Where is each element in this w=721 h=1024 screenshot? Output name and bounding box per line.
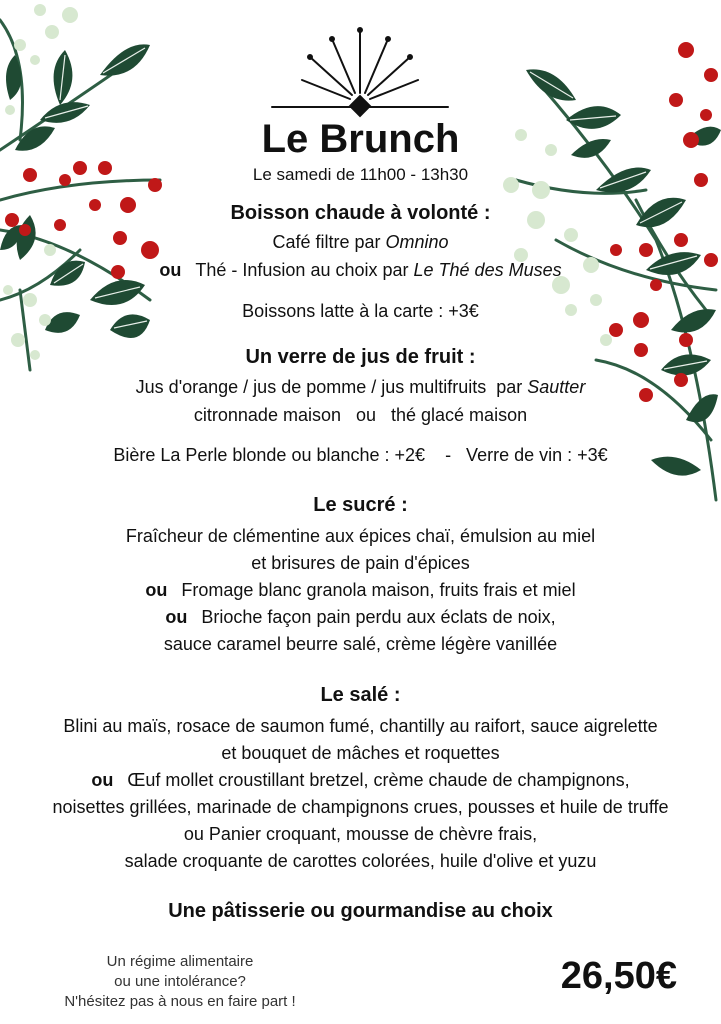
left-branch-decoration [0,0,190,390]
hot-drinks-line-1: Café filtre par Omnino [272,232,449,252]
sweet-line-1: Fraîcheur de clémentine aux épices chaï, émulsion au miel [125,526,596,546]
sweet-heading: Le sucré : [313,494,408,516]
juice-heading: Un verre de jus de fruit : [245,346,476,368]
savory-line-5: ou Panier croquant, mousse de chèvre frais, [183,824,538,844]
sweet-line-4: ou Brioche façon pain perdu aux éclats de noix, [165,607,556,627]
dietary-note-line-1: Un régime alimentaire [106,953,254,970]
savory-line-6: salade croquante de carottes colorées, huile d'olive et yuzu [124,851,597,871]
page-title: Le Brunch [261,117,460,161]
dietary-note-line-3: N'hésitez pas à nous en faire part ! [64,993,296,1010]
savory-line-3: ou Œuf mollet croustillant bretzel, crème chaude de champignons, [91,770,630,790]
dessert-heading: Une pâtisserie ou gourmandise au choix [168,900,553,922]
savory-line-2: et bouquet de mâches et roquettes [221,743,500,763]
dietary-note [25,952,335,1012]
savory-heading: Le salé : [320,684,401,706]
dietary-note-line-2: ou une intolérance? [114,973,246,990]
sun-emblem [270,25,450,120]
juice-line-2: citronnade maison ou thé glacé maison [193,405,528,425]
savory-line-4: noisettes grillées, marinade de champignons crues, pousses et huile de truffe [52,797,669,817]
sweet-line-2: et brisures de pain d'épices [251,553,470,573]
juice-line-1: Jus d'orange / jus de pomme / jus multifruits par Sautter [135,377,586,397]
sweet-line-5: sauce caramel beurre salé, crème légère vanillée [163,634,558,654]
hot-drinks-line-2: ou Thé - Infusion au choix par Le Thé des Muses [159,260,562,280]
sweet-line-3: ou Fromage blanc granola maison, fruits frais et miel [145,580,576,600]
savory-line-1: Blini au maïs, rosace de saumon fumé, chantilly au raifort, sauce aigrelette [63,716,658,736]
hot-drinks-heading: Boisson chaude à volonté : [230,202,491,224]
juice-extra: Bière La Perle blonde ou blanche : +2€ - Verre de vin : +3€ [113,445,608,465]
schedule-subtitle: Le samedi de 11h00 - 13h30 [252,165,469,184]
hot-drinks-extra: Boissons latte à la carte : +3€ [242,301,479,321]
price: 26,50€ [560,955,677,997]
